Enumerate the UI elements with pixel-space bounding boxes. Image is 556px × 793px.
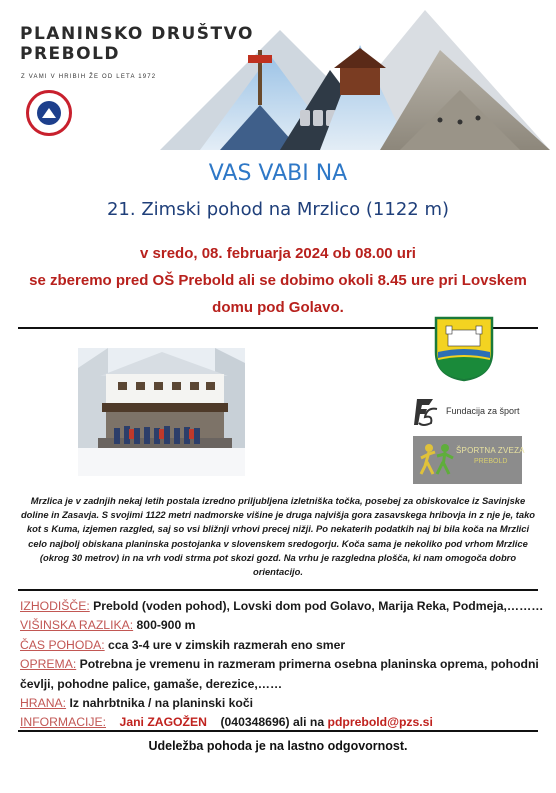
contact-name: Jani ZAGOŽEN [119,715,207,730]
food-label: HRANA: [20,696,67,711]
gear-label: OPREMA: [20,657,77,672]
divider-middle [18,589,538,591]
info-section [20,597,542,733]
sportna-zveza-sublabel: PREBOLD [474,458,508,465]
info-row-gear [20,655,542,694]
start-label: IZHODIŠČE: [20,599,90,613]
info-row-food [20,694,542,713]
time-value: cca 3-4 ure v zimskih razmerah eno smer [104,637,346,652]
meeting-date-line: v sredo, 08. februarja 2024 ob 08.00 uri [140,245,416,262]
mountain-photo-collage [160,10,550,150]
invite-heading: VAS VABI NA [208,161,348,186]
height-value: 800-900 m [133,618,196,633]
time-label: ČAS POHODA: [20,637,105,652]
height-label: VIŠINSKA RAZLIKA: [20,618,134,633]
divider-bottom [18,730,538,732]
info-row-time [20,636,542,655]
meeting-info [20,240,536,321]
meeting-place-line-2: domu pod Golavo. [212,299,344,316]
event-title: 21. Zimski pohod na Mrzlico (1122 m) [106,199,450,220]
footer-disclaimer: Udeležba pohoda je na lastno odgovornost. [148,739,408,753]
gear-value: Potrebna je vremenu in razmeram primerna osebna planinska oprema, pohodni čevlji, pohodne palice, gamaše, derezice,…… [20,657,539,691]
club-badge-logo [26,90,72,136]
description-paragraph: Mrzlica je v zadnjih nekaj letih postala izredno priljubljena izletniška točka, posebej za obiskovalce iz Savinjske doline in Zasavja. S svojimi 1122 metri nadmorske višine je druga najvišja gora zasavskega hribovja in z nje je, tako kot s Kuma, izjemen razgled, saj so vsi bližnji vrhovi precej nižji. Po nekaterih podatkih naj bi bila koča na Mrzlici celo najbolj obiskana planinska postojanka v slovenskem sredogorju. Koča sama je nekoliko pod vrhom Mrzlice (okrog 30 metrov) in na vrh vodi strma pot skozi gozd. Na vrhu je razgledna plošča, ki nam omogoča dobro orientacijo. [20,495,536,578]
org-name-line1: PLANINSKO DRUŠTVO [20,24,254,44]
sportna-zveza-figures-icon [417,440,457,480]
contact-phone: (040348696) ali na [220,715,325,730]
info-row-height [20,616,542,635]
mountain-hut-group-photo [78,348,245,476]
food-value: Iz nahrbtnika / na planinski koči [66,696,253,711]
contact-email-link[interactable]: pdprebold@pzs.si [327,715,433,730]
fundacija-za-sport-logo [413,397,439,427]
fundacija-label: Fundacija za šport [446,406,520,416]
contact-label: INFORMACIJE: [20,715,106,730]
start-value: Prebold (voden pohod), Lovski dom pod Golavo, Marija Reka, Podmeja,……… [89,599,544,613]
org-tagline: Z VAMI V HRIBIH ŽE OD LETA 1972 [21,74,157,80]
info-row-start [20,597,542,616]
sportna-zveza-label: ŠPORTNA ZVEZA [456,446,525,455]
org-name-line2: PREBOLD [20,44,121,64]
municipality-crest [434,316,494,382]
meeting-place-line: se zberemo pred OŠ Prebold ali se dobimo okoli 8.45 ure pri Lovskem [29,272,527,289]
